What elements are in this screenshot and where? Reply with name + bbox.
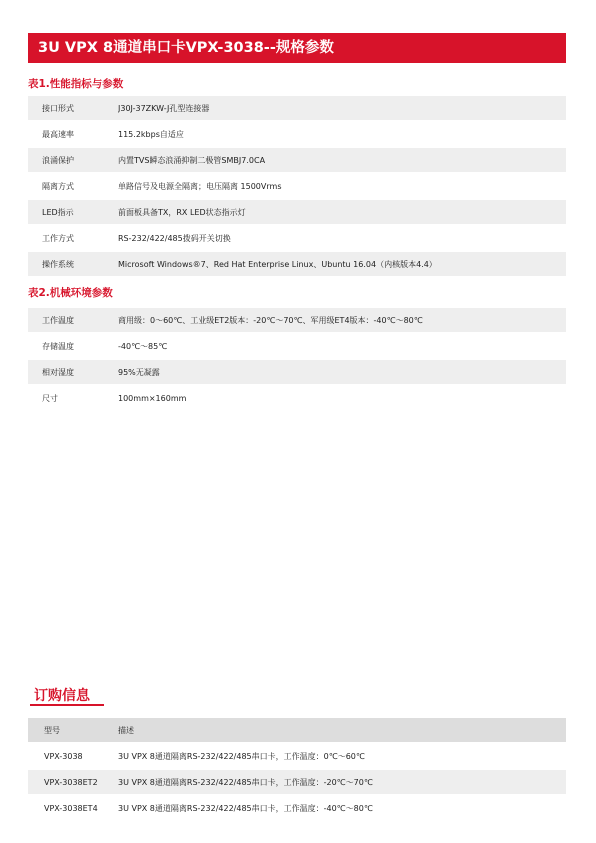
spec-row [28, 252, 566, 276]
spec-row [28, 122, 566, 146]
performance-spec-table [28, 96, 566, 278]
order-desc: 3U VPX 8通道隔离RS-232/422/485串口卡，工作温度：-40℃～80℃ [118, 803, 373, 813]
spec-row [28, 308, 566, 332]
page-title: 3U VPX 8通道串口卡VPX-3038--规格参数 [38, 40, 334, 56]
order-title-underline [30, 704, 104, 706]
order-model: VPX-3038ET2 [44, 777, 98, 787]
spec-key: LED指示 [42, 207, 74, 217]
spec-key: 隔离方式 [42, 181, 74, 191]
order-table-header [28, 718, 566, 742]
spec-value: -40℃～85℃ [118, 341, 168, 351]
spec-value: 115.2kbps自适应 [118, 129, 184, 139]
spec-key: 工作温度 [42, 315, 74, 325]
spec-key: 浪涌保护 [42, 155, 74, 165]
order-desc: 3U VPX 8通道隔离RS-232/422/485串口卡，工作温度：-20℃～70℃ [118, 777, 373, 787]
spec-key: 接口形式 [42, 103, 74, 113]
spec-key: 操作系统 [42, 259, 74, 269]
spec-row [28, 174, 566, 198]
column-header-desc: 描述 [118, 725, 134, 735]
spec-value: RS-232/422/485拨码开关切换 [118, 233, 231, 243]
spec-value: Microsoft Windows®7、Red Hat Enterprise Linux、Ubuntu 16.04（内核版本4.4） [118, 259, 437, 269]
spec-row [28, 360, 566, 384]
mechanical-env-table [28, 308, 566, 412]
page-title-bar [28, 33, 566, 63]
spec-value: 95%无凝露 [118, 367, 160, 377]
spec-value: 内置TVS瞬态浪涌抑制二极管SMBJ7.0CA [118, 155, 266, 165]
spec-key: 最高速率 [42, 129, 74, 139]
spec-row [28, 226, 566, 250]
order-row [28, 796, 566, 820]
column-header-model: 型号 [44, 725, 60, 735]
order-model: VPX-3038 [44, 751, 83, 761]
spec-value: J30J-37ZKW-J孔型连接器 [118, 103, 210, 113]
spec-row [28, 200, 566, 224]
spec-value: 商用级：0～60℃、工业级ET2版本：-20℃～70℃、军用级ET4版本：-40℃～80℃ [118, 315, 423, 325]
table2-title: 表2.机械环境参数 [28, 287, 113, 299]
spec-value: 100mm×160mm [118, 393, 187, 403]
spec-key: 尺寸 [42, 393, 58, 403]
spec-key: 相对湿度 [42, 367, 74, 377]
order-desc: 3U VPX 8通道隔离RS-232/422/485串口卡，工作温度：0℃～60℃ [118, 751, 365, 761]
order-info-table [28, 718, 566, 822]
spec-key: 存储温度 [42, 341, 74, 351]
spec-row [28, 148, 566, 172]
spec-value: 单路信号及电源全隔离；电压隔离 1500Vrms [118, 181, 282, 191]
spec-row [28, 334, 566, 358]
order-row [28, 770, 566, 794]
table1-title: 表1.性能指标与参数 [28, 78, 124, 90]
order-info-title: 订购信息 [34, 688, 90, 704]
order-model: VPX-3038ET4 [44, 803, 98, 813]
spec-row [28, 386, 566, 410]
spec-key: 工作方式 [42, 233, 74, 243]
spec-value: 前面板具备TX，RX LED状态指示灯 [118, 207, 246, 217]
spec-row [28, 96, 566, 120]
order-row [28, 744, 566, 768]
